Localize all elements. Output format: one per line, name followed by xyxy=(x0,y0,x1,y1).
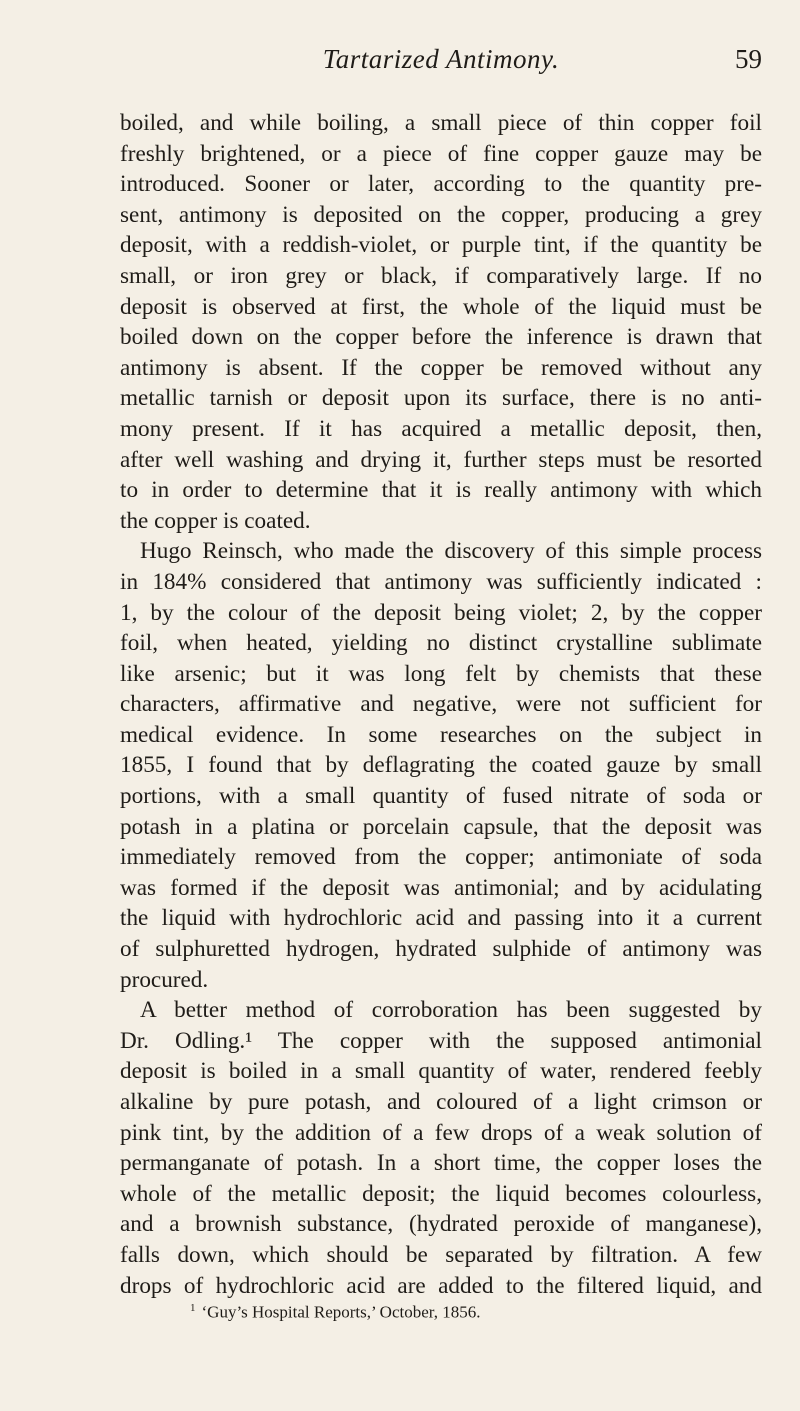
footnote-text: ‘Guy’s Hospital Reports,’ October, 1856. xyxy=(201,1302,481,1322)
text-line: and a brownish substance, (hydrated peroxide of manganese), xyxy=(120,1211,762,1238)
text-line: medical evidence. In some researches on the subject in xyxy=(120,721,762,748)
text-line: immediately removed from the copper; antimoniate of soda xyxy=(120,844,762,871)
text-line: introduced. Sooner or later, according to the quantity pre- xyxy=(120,171,762,198)
text-line: the liquid with hydrochloric acid and passing into it a current xyxy=(120,905,762,932)
text-line: drops of hydrochloric acid are added to the filtered liquid, and xyxy=(120,1272,762,1299)
text-line: mony present. If it has acquired a metallic deposit, then, xyxy=(120,415,762,442)
body-text xyxy=(120,108,762,1301)
text-line: metallic tarnish or deposit upon its surface, there is no anti- xyxy=(120,385,762,412)
footnote-mark: 1 xyxy=(190,1302,196,1314)
text-line: Dr. Odling.¹ The copper with the supposed antimonial xyxy=(120,1027,762,1054)
text-line: permanganate of potash. In a short time, the copper loses the xyxy=(120,1150,762,1177)
text-line: portions, with a small quantity of fused nitrate of soda or xyxy=(120,783,762,810)
text-line: 1, by the colour of the deposit being violet; 2, by the copper xyxy=(120,599,762,626)
text-line: characters, affirmative and negative, were not sufficient for xyxy=(120,691,762,718)
text-line: of sulphuretted hydrogen, hydrated sulphide of antimony was xyxy=(120,936,762,963)
text-line: antimony is absent. If the copper be removed without any xyxy=(120,354,762,381)
text-line: whole of the metallic deposit; the liquid becomes colourless, xyxy=(120,1180,762,1207)
text-line: procured. xyxy=(120,966,209,993)
text-line: Hugo Reinsch, who made the discovery of this simple process xyxy=(140,538,762,565)
text-line: after well washing and drying it, further steps must be resorted xyxy=(120,446,762,473)
text-line: in 184% considered that antimony was sufficiently indicated : xyxy=(120,568,762,595)
footnote xyxy=(190,1302,481,1323)
text-line: deposit is observed at first, the whole of the liquid must be xyxy=(120,293,762,320)
text-line: was formed if the deposit was antimonial; and by acidulating xyxy=(120,874,762,901)
running-head xyxy=(120,44,762,84)
text-line: A better method of corroboration has been suggested by xyxy=(140,997,762,1024)
text-line: deposit is boiled in a small quantity of water, rendered feebly xyxy=(120,1058,762,1085)
text-line: 1855, I found that by deflagrating the coated gauze by small xyxy=(120,752,762,779)
running-title: Tartarized Antimony. xyxy=(322,44,560,74)
text-line: deposit, with a reddish-violet, or purple tint, if the quantity be xyxy=(120,232,762,259)
page-number: 59 xyxy=(735,44,762,74)
text-line: falls down, which should be separated by filtration. A few xyxy=(120,1241,762,1268)
text-line: to in order to determine that it is really antimony with which xyxy=(120,477,762,504)
text-line: potash in a platina or porcelain capsule, that the deposit was xyxy=(120,813,762,840)
text-line: boiled, and while boiling, a small piece of thin copper foil xyxy=(120,110,762,136)
text-line: foil, when heated, yielding no distinct crystalline sublimate xyxy=(120,630,762,657)
text-line: pink tint, by the addition of a few drops of a weak solution of xyxy=(120,1119,762,1146)
text-line: alkaline by pure potash, and coloured of a light crimson or xyxy=(120,1089,762,1115)
text-line: boiled down on the copper before the inference is drawn that xyxy=(120,324,762,351)
text-line: sent, antimony is deposited on the copper, producing a grey xyxy=(120,201,762,228)
text-line: the copper is coated. xyxy=(120,507,311,534)
text-line: small, or iron grey or black, if comparatively large. If no xyxy=(120,262,762,289)
text-line: freshly brightened, or a piece of fine copper gauze may be xyxy=(120,140,762,167)
text-line: like arsenic; but it was long felt by chemists that these xyxy=(120,660,762,687)
